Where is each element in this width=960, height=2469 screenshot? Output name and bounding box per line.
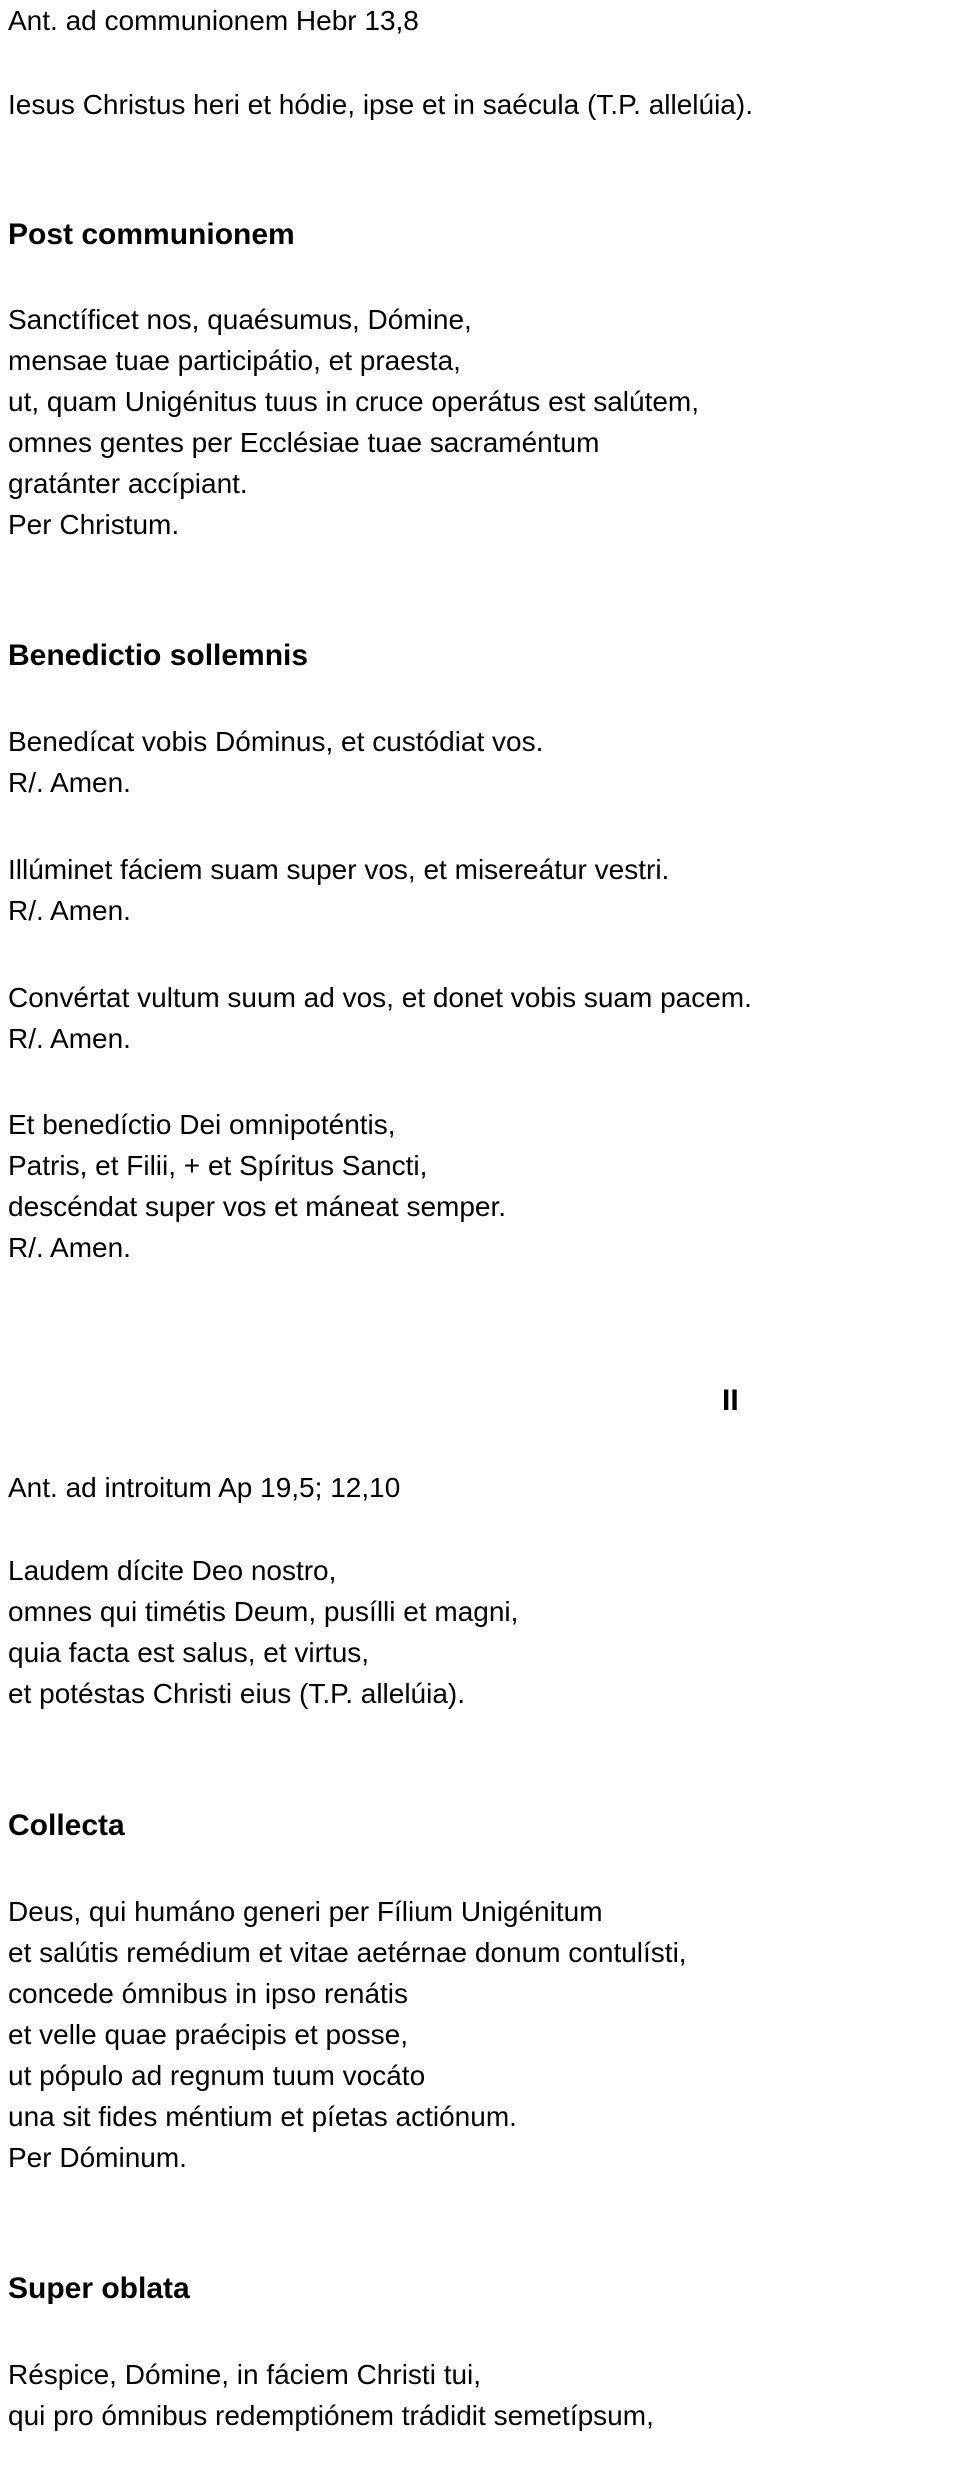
prayer-line: omnes gentes per Ecclésiae tuae sacraméntum xyxy=(8,427,600,458)
blessing-line: descéndat super vos et máneat semper. xyxy=(8,1191,507,1222)
antiphon-line: quia facta est salus, et virtus, xyxy=(8,1637,370,1668)
blessing-line: Benedícat vobis Dóminus, et custódiat vos. xyxy=(8,726,544,757)
blessing-stanza xyxy=(8,721,938,803)
antiphon-line: Laudem dícite Deo nostro, xyxy=(8,1555,337,1586)
prayer-line: et velle quae praécipis et posse, xyxy=(8,2019,409,2050)
super-oblata-prayer xyxy=(8,2354,938,2436)
blessing-line: Et benedíctio Dei omnipoténtis, xyxy=(8,1109,396,1140)
entrance-antiphon xyxy=(8,1467,938,1508)
collect-section xyxy=(8,1805,938,1846)
blessing-response: R/. Amen. xyxy=(8,1023,131,1054)
blessing-line: Convértat vultum suum ad vos, et donet vobis suam pacem. xyxy=(8,982,752,1013)
blessing-response: R/. Amen. xyxy=(8,1232,131,1263)
prayer-line: ut pópulo ad regnum tuum vocáto xyxy=(8,2060,426,2091)
prayer-line: ut, quam Unigénitus tuus in cruce operátus est salútem, xyxy=(8,386,700,417)
blessing-line: Patris, et Filii, + et Spíritus Sancti, xyxy=(8,1150,428,1181)
blessing-stanza xyxy=(8,849,938,931)
prayer-line: una sit fides méntium et píetas actiónum. xyxy=(8,2101,517,2132)
communion-antiphon-text: Iesus Christus heri et hódie, ipse et in saécula (T.P. allelúia). xyxy=(8,89,753,120)
prayer-line: et salútis remédium et vitae aetérnae donum contulísti, xyxy=(8,1937,687,1968)
collect-heading: Collecta xyxy=(8,1809,125,1842)
blessing-stanza xyxy=(8,977,938,1059)
antiphon-line: et potéstas Christi eius (T.P. allelúia). xyxy=(8,1678,466,1709)
blessing-line: Illúminet fáciem suam super vos, et misereátur vestri. xyxy=(8,854,670,885)
prayer-line: Réspice, Dómine, in fáciem Christi tui, xyxy=(8,2359,482,2390)
post-communion-heading: Post communionem xyxy=(8,218,295,251)
prayer-conclusion: Per Christum. xyxy=(8,509,180,540)
communion-antiphon-label: Ant. ad communionem Hebr 13,8 xyxy=(8,5,419,36)
prayer-line: qui pro ómnibus redemptiónem trádidit semetípsum, xyxy=(8,2400,654,2431)
communion-antiphon-body xyxy=(8,84,938,125)
post-communion-prayer xyxy=(8,299,938,545)
blessing-response: R/. Amen. xyxy=(8,767,131,798)
collect-prayer xyxy=(8,1891,938,2178)
prayer-line: concede ómnibus in ipso renátis xyxy=(8,1978,409,2009)
entrance-antiphon-label: Ant. ad introitum Ap 19,5; 12,10 xyxy=(8,1472,401,1503)
prayer-line: mensae tuae participátio, et praesta, xyxy=(8,345,461,376)
prayer-conclusion: Per Dóminum. xyxy=(8,2142,187,2173)
solemn-blessing-heading: Benedictio sollemnis xyxy=(8,639,309,672)
super-oblata-heading: Super oblata xyxy=(8,2272,190,2305)
communion-antiphon xyxy=(8,0,938,41)
blessing-stanza xyxy=(8,1104,938,1268)
entrance-antiphon-text xyxy=(8,1550,938,1714)
prayer-line: Sanctíficet nos, quaésumus, Dómine, xyxy=(8,304,472,335)
prayer-line: gratánter accípiant. xyxy=(8,468,248,499)
blessing-response: R/. Amen. xyxy=(8,895,131,926)
post-communion-section xyxy=(8,214,938,255)
super-oblata-section xyxy=(8,2268,938,2309)
prayer-line: Deus, qui humáno generi per Fílium Unigénitum xyxy=(8,1896,603,1927)
section-number: II xyxy=(722,1384,739,1417)
antiphon-line: omnes qui timétis Deum, pusílli et magni, xyxy=(8,1596,519,1627)
solemn-blessing-section xyxy=(8,635,938,676)
